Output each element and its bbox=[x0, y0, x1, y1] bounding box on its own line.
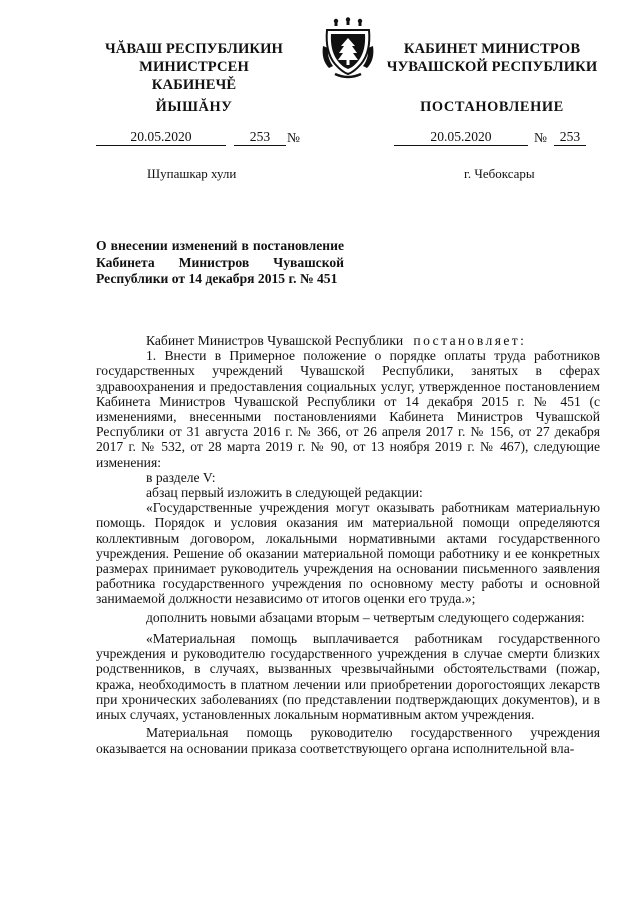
right-date: 20.05.2020 bbox=[394, 129, 528, 146]
left-date: 20.05.2020 bbox=[96, 129, 226, 146]
document-body bbox=[96, 333, 600, 756]
paragraph-1: 1. Внести в Примерное положение о порядке оплаты труда работников государственных учреждений Чувашской Республики, занятых в сферах здравоохранения и предоставления социальных услуг, утвержденное постановлением Кабинета Министров Чувашской Республики от 14 декабря 2015 г. № 451 (с изменениями, внесенными постановлениями Кабинета Министров Чувашской Республики от 31 августа 2016 г. № 366, от 26 апреля 2017 г. № 156, от 27 декабря 2017 г. № 532, от 28 марта 2019 г. № 90, от 13 ноября 2019 г. № 467), следующие изменения: bbox=[96, 348, 600, 470]
header-right-authority bbox=[384, 40, 600, 76]
left-number-sign: № bbox=[287, 130, 300, 145]
right-city: г. Чебоксары bbox=[464, 166, 535, 181]
paragraph-2: в разделе V: bbox=[146, 469, 216, 485]
header-left-line1: ЧĂВАШ РЕСПУБЛИКИН bbox=[104, 41, 284, 57]
left-city: Шупашкар хули bbox=[147, 166, 237, 181]
paragraph-7: Материальная помощь руководителю государственного учреждения оказывается на основании приказа соответствующего органа исполнительной вла- bbox=[96, 725, 600, 756]
header-right-doc-type: ПОСТАНОВЛЕНИЕ bbox=[420, 99, 564, 115]
paragraph-5: дополнить новыми абзацами вторым – четвертым следующего содержания: bbox=[146, 609, 585, 625]
right-number: 253 bbox=[554, 129, 586, 146]
document-title: О внесении изменений в постановление Кабинета Министров Чувашской Республики от 14 декабря 2015 г. № 451 bbox=[96, 238, 344, 287]
left-number: 253 bbox=[234, 129, 286, 146]
header-left-authority bbox=[96, 40, 292, 94]
intro-text: Кабинет Министров Чувашской Республики bbox=[146, 333, 404, 348]
left-date-line bbox=[96, 131, 316, 147]
header-left-doc-type: ЙЫШĂНУ bbox=[155, 99, 233, 115]
right-number-sign: № bbox=[534, 130, 547, 145]
header-left-line2: МИНИСТРСЕН КАБИНЕЧĚ bbox=[139, 59, 249, 93]
chuvash-coat-of-arms-icon bbox=[321, 16, 375, 80]
paragraph-3: абзац первый изложить в следующей редакции: bbox=[146, 485, 423, 501]
header-right-line2: ЧУВАШСКОЙ РЕСПУБЛИКИ bbox=[386, 59, 598, 75]
header-right-line1: КАБИНЕТ МИНИСТРОВ bbox=[403, 41, 581, 57]
intro-paragraph bbox=[96, 333, 600, 348]
paragraph-6: «Материальная помощь выплачивается работникам государственного учреждения и руководителю государственного учреждения в случае смерти близких родственников, в случаях, вызванных чрезвычайными обстоятельствами (пожар, кража, необходимость в платном лечении или приобретении дорогостоящих лекарств при хронических заболеваниях (по представлении подтверждающих документов), и в иных случаях, установленных локальным нормативным актом учреждения. bbox=[96, 631, 600, 723]
intro-verb: постановляет: bbox=[413, 333, 527, 348]
right-date-line bbox=[394, 131, 600, 147]
paragraph-4: «Государственные учреждения могут оказывать работникам материальную помощь. Порядок и условия оказания им материальной помощи определяются коллективным договором, локальными нормативными актами государственного учреждения. Решение об оказании материальной помощи работнику и ее конкретных размерах принимает руководитель учреждения на основании письменного заявления работника государственного учреждения по основному месту работы и основной занимаемой должности независимо от итогов оценки его труда.»; bbox=[96, 500, 600, 607]
